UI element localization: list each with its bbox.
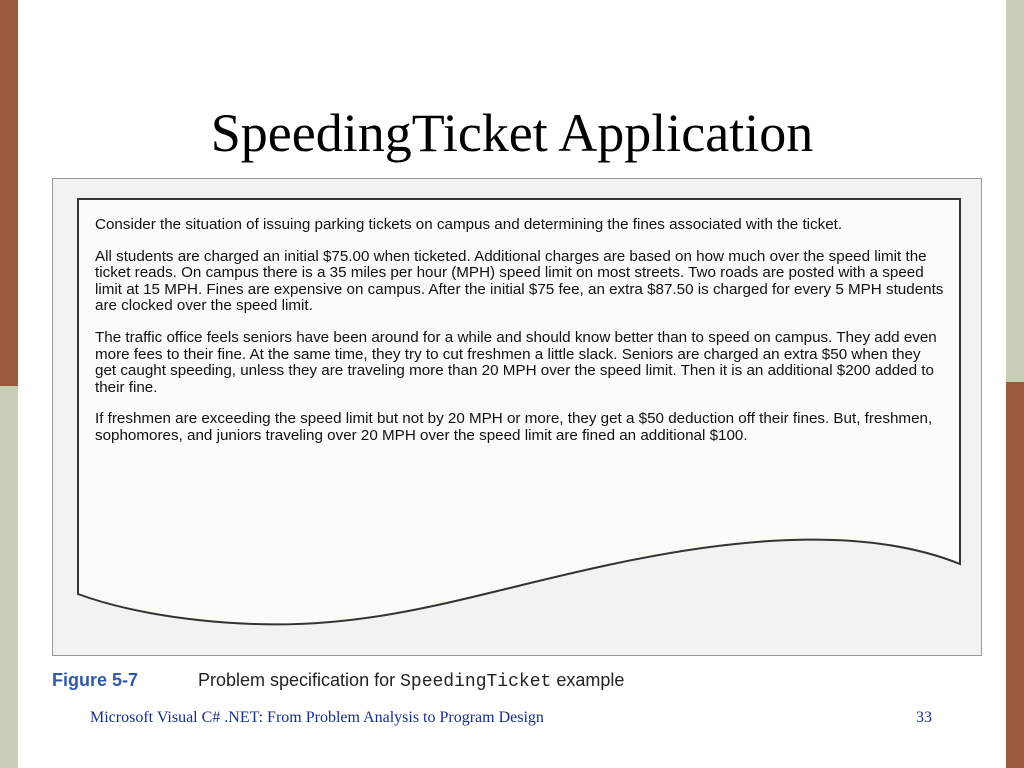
left-accent-band-top	[0, 0, 18, 386]
figure-caption-label: Figure 5-7	[52, 670, 139, 690]
right-accent-band-top	[1006, 0, 1024, 382]
figure-caption	[52, 668, 982, 694]
caption-suffix: example	[551, 670, 625, 690]
caption-prefix: Problem specification for	[198, 670, 401, 690]
figure-paragraph-2: All students are charged an initial $75.00 when ticketed. Additional charges are based on how much over the speed limit the ticket reads. On campus there is a 35 miles per hour (MPH) speed limit on most streets. Two roads are posted with a speed limit at 15 MPH. Fines are expensive on campus. After the initial $75 fee, an extra $87.50 is charged for every 5 MPH students are clocked over the speed limit.	[95, 247, 944, 315]
caption-code: SpeedingTicket	[400, 672, 552, 692]
footer-page-number: 33	[916, 709, 932, 726]
right-accent-band-bottom	[1006, 382, 1024, 768]
figure-body-text	[95, 217, 945, 460]
slide-title: SpeedingTicket Application	[210, 103, 814, 163]
left-accent-band-bottom	[0, 386, 18, 768]
footer-course-title: Microsoft Visual C# .NET: From Problem Analysis to Program Design	[90, 709, 544, 726]
figure-paragraph-4: If freshmen are exceeding the speed limit but not by 20 MPH or more, they get a $50 deduction off their fines. But, freshmen, sophomores, and juniors traveling over 20 MPH over the speed limit are fined an additional $100.	[95, 410, 933, 444]
figure-paragraph-1: Consider the situation of issuing parking tickets on campus and determining the fines associated with the ticket.	[95, 216, 843, 233]
figure-paragraph-3: The traffic office feels seniors have been around for a while and should know better than to speed on campus. They add even more fees to their fine. At the same time, they try to cut freshmen a little slack. Seniors are charged an extra $50 when they get caught speeding, unless they are traveling more than 20 MPH over the speed limit. Then it is an additional $200 added to their fine.	[95, 328, 937, 396]
figure-caption-text	[198, 670, 624, 692]
